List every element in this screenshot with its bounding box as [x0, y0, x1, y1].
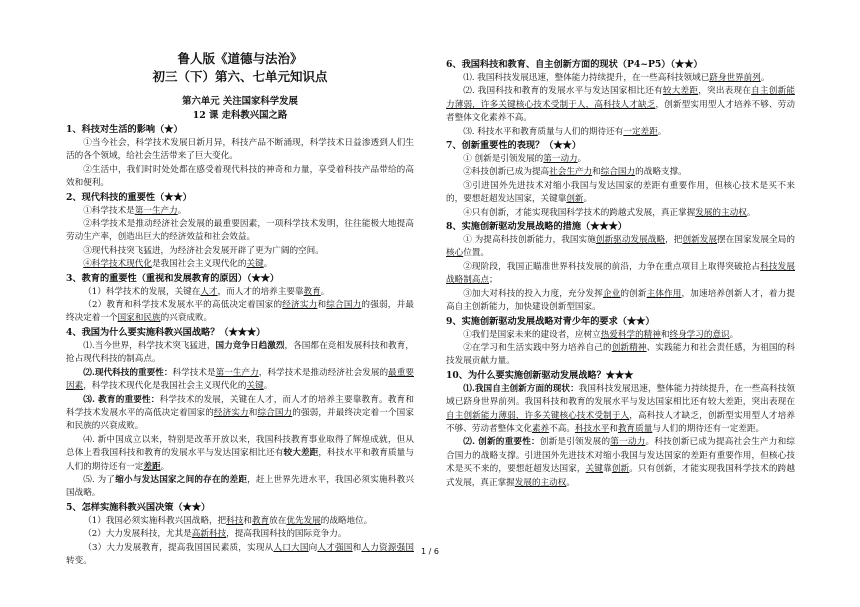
paragraph: ⑴.当今世界，科学技术突飞猛进，国力竞争日趋激烈，各国都在竞相发展科技和教育，抢占现代科技的制高点。 [66, 340, 414, 365]
paragraph: ④只有创新，才能实现我国科学技术的跨越式发展，真正掌握发展的主动权。 [463, 207, 756, 218]
page-number: 1 / 6 [421, 547, 439, 556]
paragraph: ⑶. 教育的重要性：科学技术的发展，关键在人才，而人才的培养主要靠教育。教育和科学技术发展水平的高低决定着国家的经济实力和综合国力的强弱，并最终决定着一个国家和民族的兴衰成败。 [66, 394, 414, 432]
paragraph: （1）我国必须实施科教兴国战略，把科技和教育放在优先发展的战略地位。 [83, 515, 373, 526]
section-heading-10: 10、为什么要实施创新驱动发展战略？★★★ [446, 369, 634, 381]
paragraph: ①科学技术是第一生产力。 [83, 205, 187, 216]
left-column [66, 0, 414, 568]
paragraph: ⑷. 新中国成立以来，特别是改革开放以来，我国科技教育事业取得了辉煌成就，但从总体上看我国科技和教育的发展水平与发达国家相比还有较大差距，科技水平和教育质量与人们的期待还有一定差距。 [66, 434, 414, 472]
paragraph: ① 创新是引领发展的第一动力。 [463, 154, 587, 165]
paragraph: ⑵.现代科技的重要性：科学技术是第一生产力，科学技术是推动经济社会发展的最重要因素，科学技术现代化是我国社会主义现代化的关键。 [66, 367, 414, 392]
section-heading-2: 2、现代科技的重要性（★★） [66, 191, 192, 203]
section-heading-4: 4、我国为什么要实施科教兴国战略？（★★★） [66, 326, 266, 338]
section-heading-8: 8、实施创新驱动发展战略的措施（★★★） [446, 221, 627, 233]
section-heading-6: 6、我国科技和教育、自主创新方面的现状（P4~P5）（★★） [446, 59, 703, 70]
document-subtitle: 初三（下）第六、七单元知识点 [152, 69, 328, 84]
paragraph: （2）大力发展科技，尤其是高新科技，提高我国科技的国际竞争力。 [83, 529, 347, 540]
paragraph: ②现阶段，我国正瞄准世界科技发展的前沿，力争在重点项目上取得突破抢占科技发展战略制高点； [446, 261, 795, 286]
unit-title: 第六单元 关注国家科学发展 [182, 96, 298, 107]
section-heading-9: 9、实施创新驱动发展战略对青少年的要求（★★） [446, 315, 655, 327]
paragraph: ⑵. 创新的重要性：创新是引领发展的第一动力。科技创新已成为提高社会生产力和综合国力的战略支撑。引进国外先进技术对缩小我国与发达国家的差距有重要作用，但核心技术是买不来的，要想赶超发达国家，关键靠创新。只有创新，才能实现我国科学技术的跨越式发展，真正掌握发展的主动权。 [446, 437, 795, 488]
paragraph: ③引进国外先进技术对缩小我国与发达国家的差距有重要作用，但核心技术是买不来的，要想赶超发达国家，关键靠创新。 [446, 180, 795, 205]
paragraph: ③现代科技突飞猛进，为经济社会发展开辟了更为广阔的空间。 [83, 245, 324, 256]
paragraph: ③加大对科技的投入力度，充分发挥企业的创新主体作用，加速培养创新人才，着力提高自主创新能力，加快建设创新型国家。 [446, 288, 795, 313]
section-heading-5: 5、怎样实施科教兴国决策（★★） [66, 501, 211, 513]
paragraph: ⑸. 为了缩小与发达国家之间的存在的差距，赶上世界先进水平，我国必须实施科教兴国战略。 [66, 474, 414, 499]
section-heading-1: 1、科技对生活的影响（★） [66, 124, 183, 135]
section-heading-3: 3、教育的重要性（重视和发展教育的原因）（★★） [66, 272, 280, 284]
paragraph: ⑵. 我国科技和教育的发展水平与发达国家相比还有较大差距，突出表现在自主创新能力薄弱，许多关键核心技术受制于人，高科技人才缺乏，创新型实用型人才培养不够、劳动者整体文化素养不高。 [446, 86, 795, 124]
paragraph: ②科技创新已成为提高社会生产力和综合国力的战略支撑。 [463, 167, 687, 178]
paragraph: ②在学习和生活实践中努力培养自己的创新精神、实践能力和社会责任感，为祖国的科技发展贡献力量。 [446, 342, 795, 367]
paragraph: ②生活中，我们时时处处都在感受着现代科技的神奇和力量，享受着科技产品带给的高效和便利。 [66, 164, 414, 189]
right-column [446, 0, 795, 490]
paragraph: （3）大力发展教育，提高我国国民素质，实现从人口大国向人才强国和人力资源强国转变。 [66, 542, 414, 566]
paragraph: ⑴. 我国科技发展迅速，整体能力持续提升，在一些高科技领域已跻身世界前列。 [463, 73, 770, 83]
lesson-title: 12 课 走科教兴国之路 [192, 110, 288, 121]
paragraph: ⑶. 科技水平和教育质量与人们的期待还有一定差距。 [463, 126, 667, 137]
paragraph: ②科学技术是推动经济社会发展的最重要因素，一项科学技术发明，往往能极大地提高劳动生产率，创造出巨大的经济效益和社会效益。 [66, 219, 414, 243]
paragraph: ①我们是国家未来的建设者，应树立热爱科学的精神和终身学习的意识。 [463, 329, 739, 340]
paragraph: ⑴.我国自主创新方面的现状：我国科技发展迅速，整体能力持续提升，在一些高科技领域已跻身世界前列。我国科技和教育的发展水平与发达国家相比还有较大差距，突出表现在自主创新能力薄弱，许多关键核心技术受制于人，高科技人才缺乏，创新型实用型人才培养不够、劳动者整体文化素养不高。科技水平和教育质量与人们的期待还有一定差距。 [446, 383, 795, 434]
section-heading-7: 7、创新重要性的表现？（★★） [446, 140, 582, 152]
paragraph: ④科学技术现代化是我国社会主义现代化的关键。 [83, 259, 273, 270]
paragraph: ①当今社会，科学技术发展日新月异，科技产品不断涌现，科学技术日益渗透到人们生活的各个领域，给社会生活带来了巨大变化。 [66, 138, 414, 162]
paragraph: ① 为提高科技创新能力，我国实施创新驱动发展战略，把创新发展摆在国家发展全局的核心位置。 [446, 235, 795, 259]
paragraph: （1）科学技术的发展，关键在人才，而人才的培养主要靠教育。 [83, 286, 330, 297]
paragraph: （2）教育和科学技术发展水平的高低决定着国家的经济实力和综合国力的强弱，并最终决定着一个国家和民族的兴衰成败。 [66, 300, 414, 324]
document-title: 鲁人版《道德与法治》 [177, 51, 303, 66]
